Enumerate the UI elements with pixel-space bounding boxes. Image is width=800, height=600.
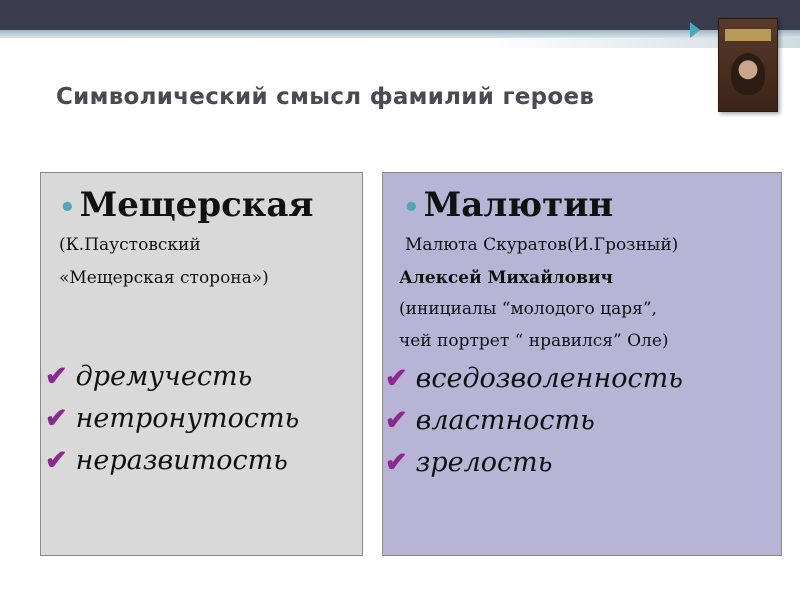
left-check-text-1: дремучесть [75,361,253,392]
bullet-icon: • [59,193,76,223]
top-decoration-bar [0,0,800,30]
checkmark-icon: ✔ [45,445,68,476]
right-heading-text: Малютин [423,185,614,225]
left-check-item-1 [45,361,252,392]
right-check-text-3: зрелость [415,447,553,478]
right-line-1: Малюта Скуратов(И.Грозный) [405,235,679,255]
left-check-text-3: неразвитость [75,445,288,476]
bullet-icon: • [403,193,420,223]
right-line-3: (инициалы “молодого царя”, [399,299,657,319]
top-decoration-stripe [0,30,800,38]
book-cover-image [718,18,778,112]
arrow-right-icon [690,22,700,38]
left-heading [59,185,314,225]
right-check-item-2 [385,405,595,436]
right-check-item-3 [385,447,552,478]
right-panel [382,172,782,556]
checkmark-icon: ✔ [45,361,68,392]
left-line-2: «Мещерская сторона») [59,268,269,288]
right-heading [403,185,613,225]
right-check-item-1 [385,363,683,394]
left-check-text-2: нетронутость [75,403,300,434]
slide-title: Символический смысл фамилий героев [56,84,595,110]
checkmark-icon: ✔ [385,405,408,436]
right-check-text-2: властность [415,405,595,436]
left-check-item-3 [45,445,288,476]
checkmark-icon: ✔ [385,363,408,394]
left-check-item-2 [45,403,299,434]
right-check-text-1: вседозволенность [415,363,683,394]
left-heading-text: Мещерская [79,185,314,225]
right-line-4: чей портрет “ нравился” Оле) [399,331,669,351]
book-title-plate [725,29,771,41]
book-portrait [731,53,765,95]
checkmark-icon: ✔ [45,403,68,434]
left-panel [40,172,363,556]
checkmark-icon: ✔ [385,447,408,478]
left-line-1: (К.Паустовский [59,235,201,255]
right-line-2: Алексей Михайлович [399,268,613,288]
